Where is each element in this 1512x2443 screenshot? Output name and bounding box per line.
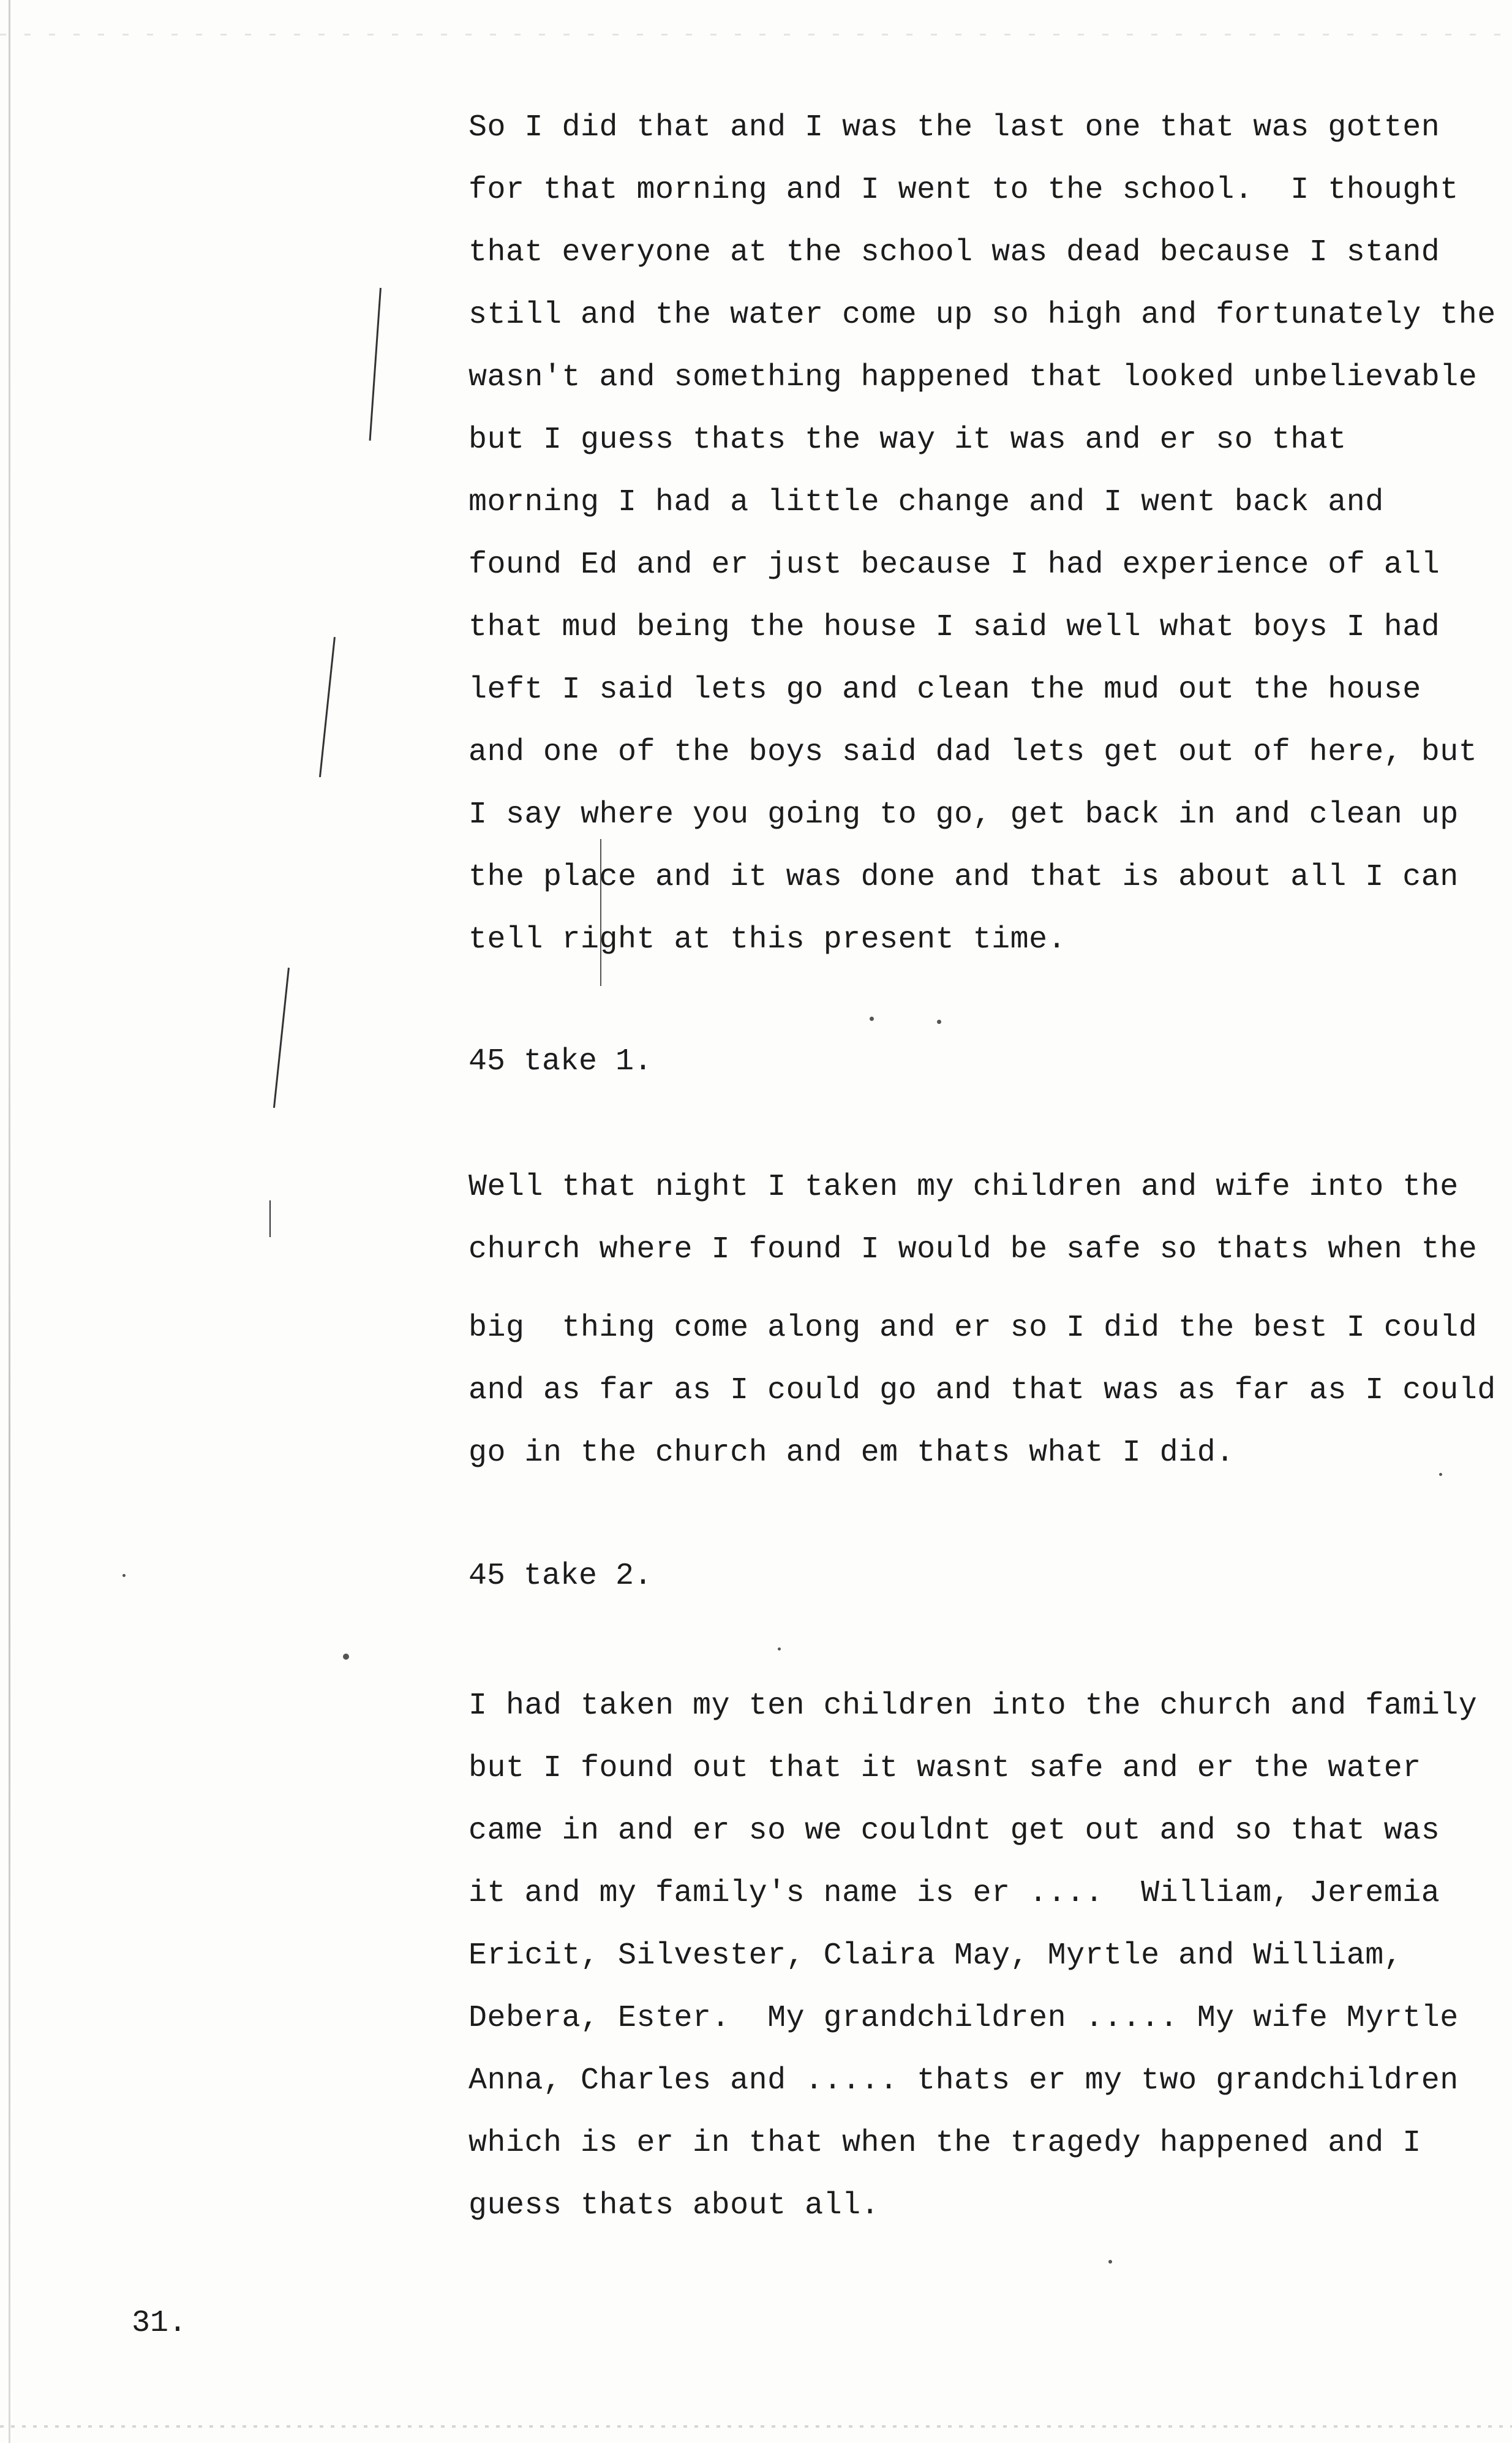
text-line: left I said lets go and clean the mud out the house <box>468 672 1421 707</box>
text-line: guess thats about all. <box>468 2188 880 2223</box>
text-line: Well that night I taken my children and wife into the <box>468 1170 1459 1205</box>
paragraph-take1 <box>468 1156 1497 1485</box>
text-line: but I found out that it wasnt safe and er the water <box>468 1751 1421 1786</box>
text-line: but I guess thats the way it was and er so that <box>468 423 1347 457</box>
text-line: I had taken my ten children into the church and family <box>468 1688 1478 1723</box>
speck-4 <box>1108 2260 1112 2264</box>
text-line: came in and er so we couldnt get out and so that was <box>468 1813 1440 1848</box>
text-line: go in the church and em thats what I did. <box>468 1436 1235 1470</box>
text-line: that mud being the house I said well what boys I had <box>468 610 1440 645</box>
text-line: still and the water come up so high and fortunately the <box>468 298 1496 333</box>
margin-mark-3 <box>273 968 290 1108</box>
text-line: Anna, Charles and ..... thats er my two grandchildren <box>468 2063 1459 2098</box>
scan-bottom-noise <box>0 2425 1512 2428</box>
page-number: 31. <box>132 2306 187 2341</box>
text-line: and as far as I could go and that was as far as I could <box>468 1373 1496 1408</box>
text-line: Debera, Ester. My grandchildren ..... My wife Myrtle <box>468 2001 1459 2036</box>
text-line: church where I found I would be safe so thats when the <box>468 1232 1478 1267</box>
text-line: wasn't and something happened that looked unbelievable <box>468 360 1478 395</box>
text-line: it and my family's name is er .... William, Jeremia <box>468 1876 1440 1911</box>
text-line: tell right at this present time. <box>468 922 1067 957</box>
text-line: So I did that and I was the last one that was gotten <box>468 110 1440 145</box>
text-line: which is er in that when the tragedy happened and I <box>468 2126 1421 2161</box>
text-line: and one of the boys said dad lets get out of here, but <box>468 735 1478 770</box>
margin-mark-1 <box>369 288 382 441</box>
text-line: that everyone at the school was dead because I stand <box>468 235 1440 270</box>
text-line: the place and it was done and that is about all I can <box>468 860 1459 895</box>
speck-7 <box>778 1647 781 1651</box>
margin-mark-4 <box>269 1200 271 1237</box>
speck-3 <box>937 1020 941 1024</box>
speck-6 <box>122 1574 126 1577</box>
text-line: Ericit, Silvester, Claira May, Myrtle and William, <box>468 1938 1403 1973</box>
speck-2 <box>870 1017 874 1021</box>
text-line: big thing come along and er so I did the best I could <box>468 1311 1478 1346</box>
text-line: morning I had a little change and I went back and <box>468 485 1384 520</box>
take2-heading: 45 take 2. <box>468 1559 653 1594</box>
paragraph-opening <box>468 97 1497 971</box>
scan-left-edge <box>9 0 10 2443</box>
paragraph-take2 <box>468 1675 1497 2237</box>
text-line: I say where you going to go, get back in and clean up <box>468 797 1459 832</box>
text-line: found Ed and er just because I had experience of all <box>468 548 1440 582</box>
speck-1 <box>343 1654 349 1660</box>
scan-top-noise <box>0 34 1512 36</box>
take1-heading: 45 take 1. <box>468 1044 653 1079</box>
margin-mark-2 <box>319 637 336 777</box>
text-line: for that morning and I went to the school. I thought <box>468 173 1459 208</box>
